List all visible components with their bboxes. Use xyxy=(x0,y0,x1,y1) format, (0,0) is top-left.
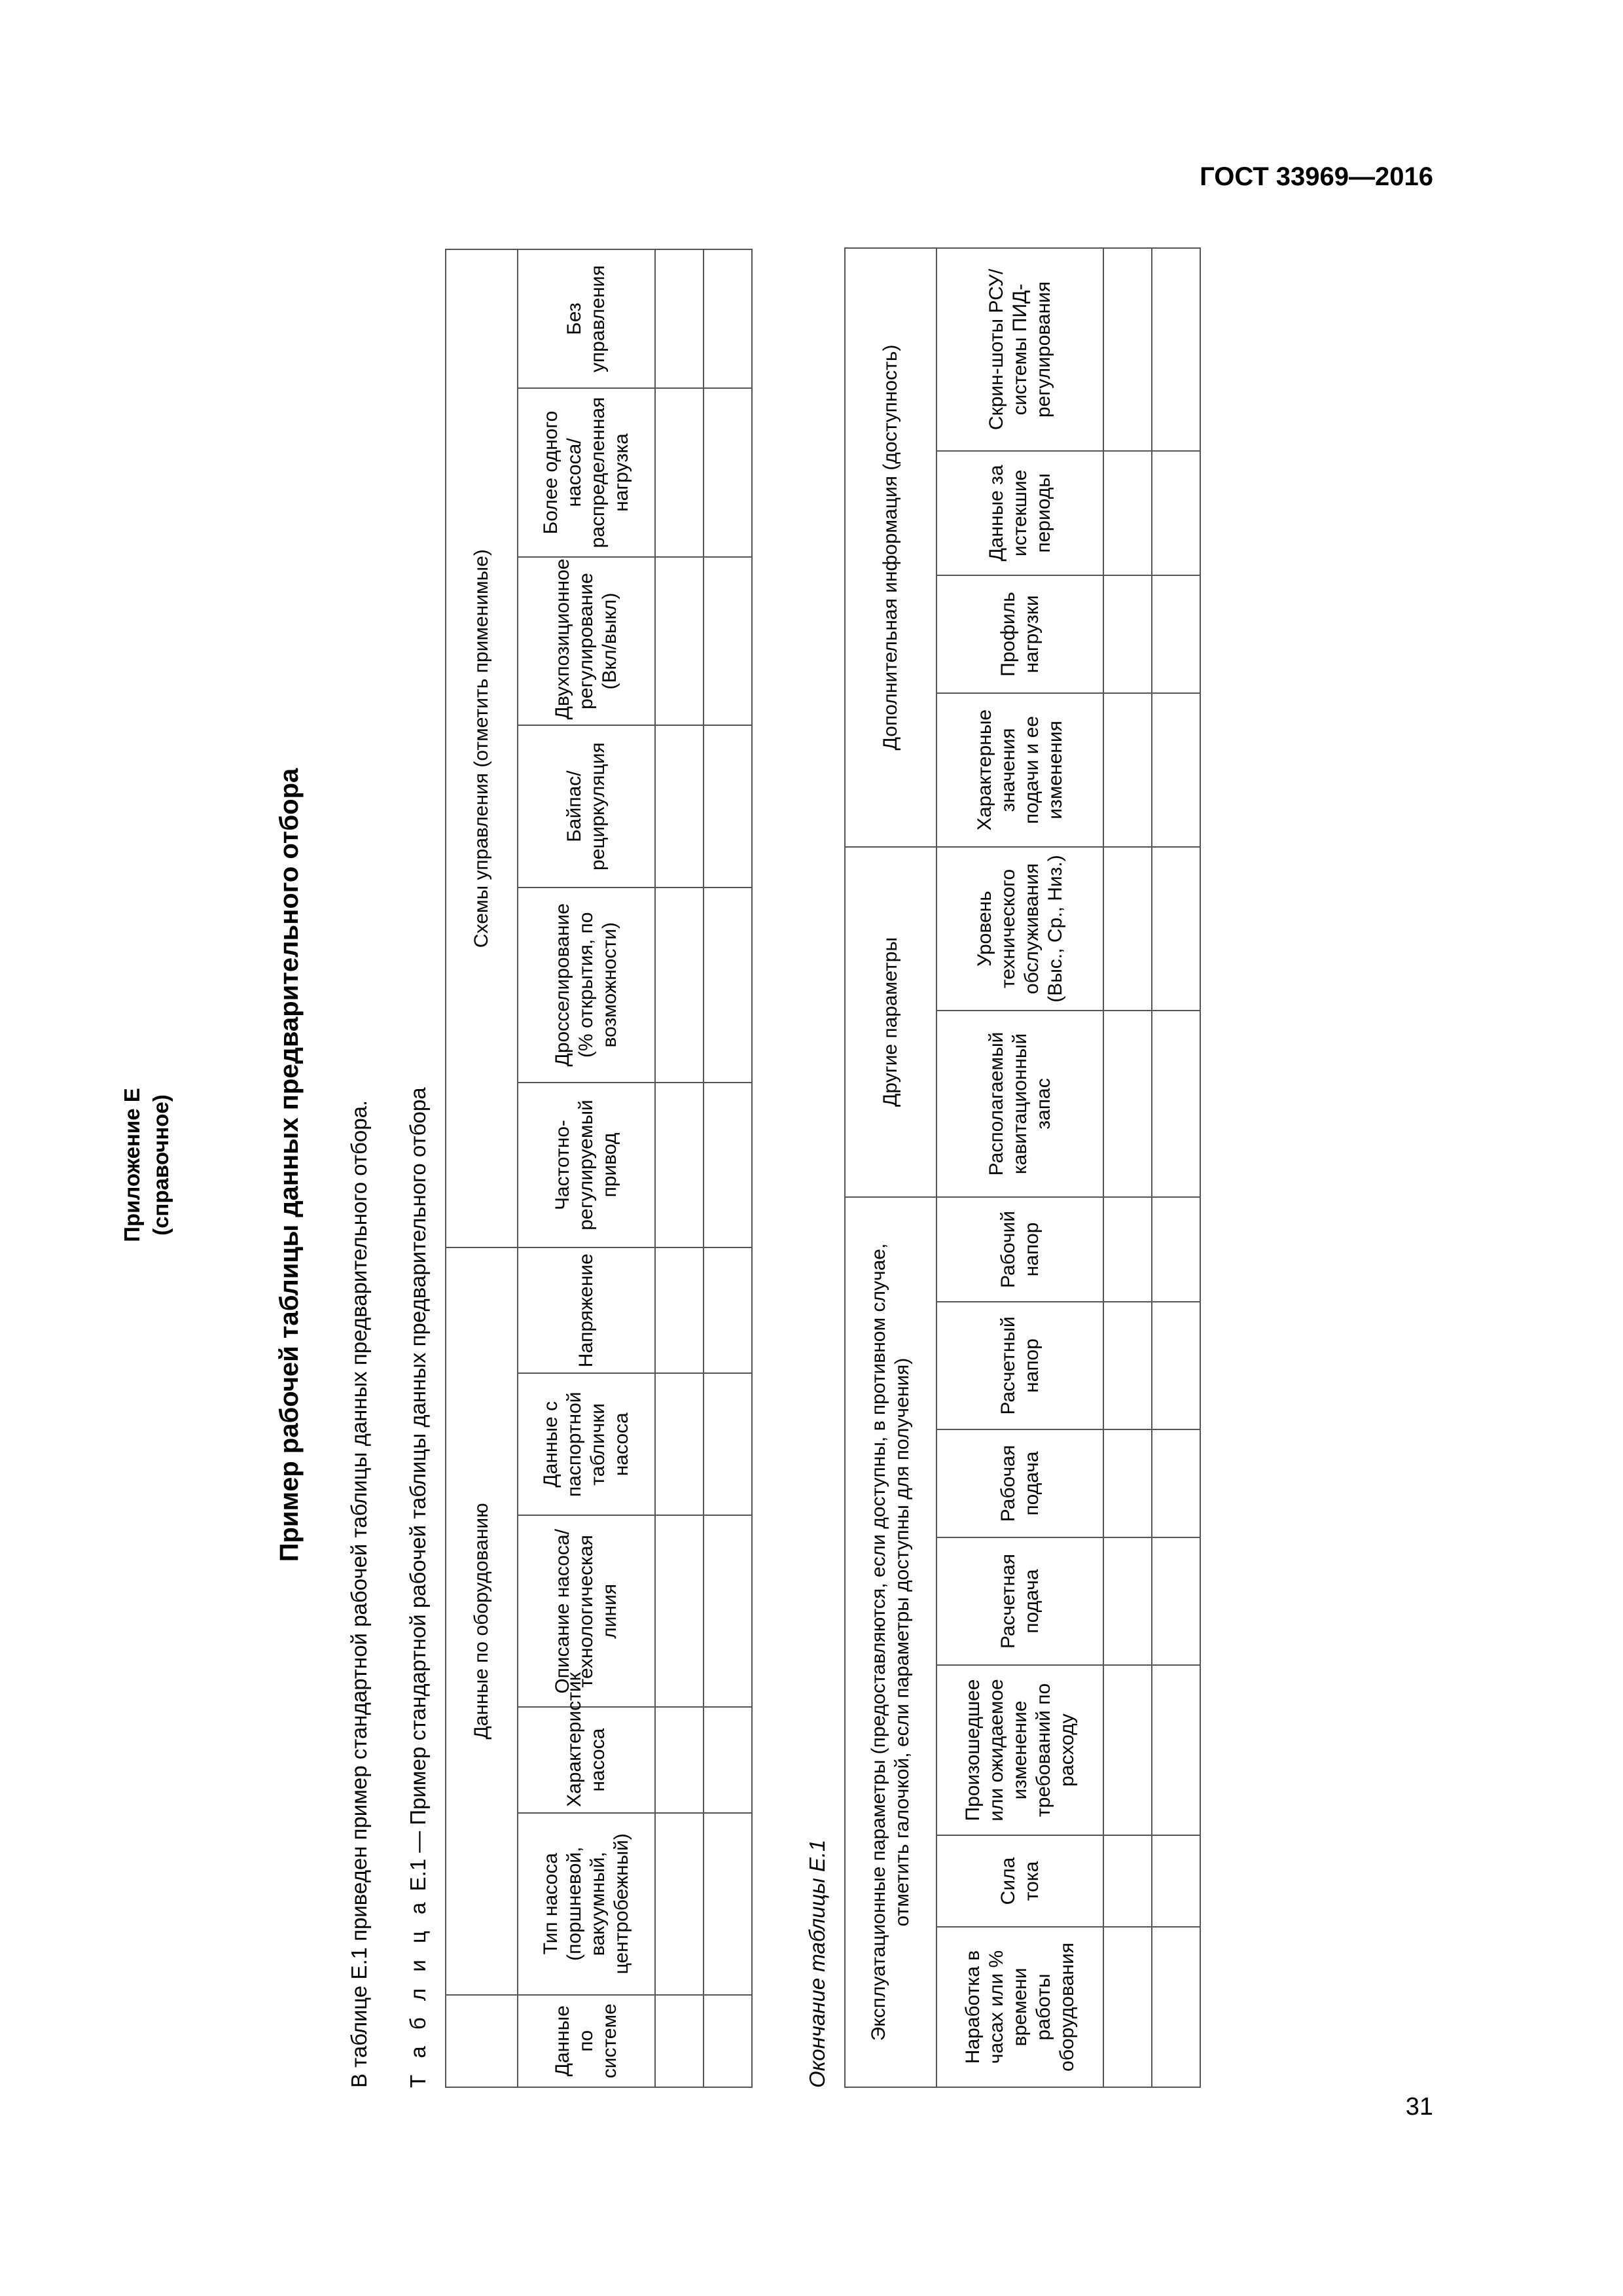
table1-col-throttling: Дросселирование (% открытия, по возможности) xyxy=(518,888,655,1083)
table-cell xyxy=(655,1813,704,1995)
table-cell xyxy=(1152,1011,1200,1197)
table-cell xyxy=(1152,451,1200,575)
table-cell xyxy=(704,557,752,726)
table2-col-design-flow: Расчетная подача xyxy=(936,1537,1103,1665)
table-cell xyxy=(1152,1302,1200,1429)
table-cell xyxy=(655,1707,704,1813)
table2-col-current: Сила тока xyxy=(936,1835,1103,1927)
table1-caption xyxy=(406,1087,431,2088)
table-cell xyxy=(1152,1665,1200,1835)
table-cell xyxy=(704,1373,752,1515)
table2-group-additional: Дополнительная информация (доступность) xyxy=(845,248,936,847)
table-cell xyxy=(1103,248,1152,451)
table-cell xyxy=(704,1247,752,1373)
table-cell xyxy=(1152,575,1200,693)
table2-col-flow-change: Произошедшее или ожидаемое изменение требований по расходу xyxy=(936,1665,1103,1835)
table2-col-npsh: Располагаемый кавитационный запас xyxy=(936,1011,1103,1197)
table-cell xyxy=(655,388,704,557)
table-cell xyxy=(1103,847,1152,1011)
table2-col-dcs-screenshots: Скрин-шоты РСУ/системы ПИД-регулирования xyxy=(936,248,1103,451)
table2-group-other: Другие параметры xyxy=(845,847,936,1197)
table2-col-runtime: Наработка в часах или % времени работы оборудования xyxy=(936,1927,1103,2087)
table1-group-empty xyxy=(446,1995,518,2087)
rotated-content xyxy=(118,242,1191,2088)
table-cell xyxy=(655,1373,704,1515)
table1-col-bypass: Байпас/ рециркуляция xyxy=(518,725,655,887)
table1-col-system: Данные по системе xyxy=(518,1995,655,2087)
table2-col-historical-data: Данные за истекшие периоды xyxy=(936,451,1103,575)
table-cell xyxy=(655,1515,704,1707)
table2-col-design-head: Расчетный напор xyxy=(936,1302,1103,1429)
table-cell xyxy=(1103,1429,1152,1537)
table1-caption-prefix: Т а б л и ц а xyxy=(406,1897,430,2088)
table2-group-operational: Эксплуатационные параметры (предоставляются, если доступны, в противном случае, отметить галочкой, если параметры доступны для получения) xyxy=(845,1197,936,2087)
table2-col-maintenance-level: Уровень технического обслуживания (Выс., Ср., Низ.) xyxy=(936,847,1103,1011)
table1-group-equipment: Данные по оборудованию xyxy=(446,1247,518,1994)
table-cell xyxy=(704,725,752,887)
table-cell xyxy=(1103,1537,1152,1665)
table1 xyxy=(445,249,753,2088)
page-number: 31 xyxy=(1405,2093,1433,2121)
table-cell xyxy=(1152,248,1200,451)
table-cell xyxy=(655,1083,704,1248)
table-row xyxy=(704,249,752,2087)
table1-col-nameplate: Данные с паспортной таблички насоса xyxy=(518,1373,655,1515)
table2-group-row xyxy=(845,248,936,2087)
table-cell xyxy=(1152,1429,1200,1537)
table1-col-no-control: Без управления xyxy=(518,249,655,388)
table-row xyxy=(1103,248,1152,2087)
table-cell xyxy=(655,1247,704,1373)
table-cell xyxy=(1152,693,1200,847)
appendix-title: Приложение Е xyxy=(120,1088,144,1242)
appendix-subtitle: (справочное) xyxy=(149,1094,173,1236)
table1-col-voltage: Напряжение xyxy=(518,1247,655,1373)
document-title: Пример рабочей таблицы данных предварительного отбора xyxy=(275,768,304,1562)
table2-col-flow-values: Характерные значения подачи и ее изменения xyxy=(936,693,1103,847)
table-cell xyxy=(1152,1197,1200,1302)
table-cell xyxy=(704,1515,752,1707)
table-cell xyxy=(704,1083,752,1248)
table2-col-load-profile: Профиль нагрузки xyxy=(936,575,1103,693)
table-cell xyxy=(655,1995,704,2087)
table-cell xyxy=(1152,1835,1200,1927)
table1-caption-rest: Е.1 — Пример стандартной рабочей таблицы данных предварительного отбора xyxy=(406,1087,430,1897)
table-row xyxy=(1152,248,1200,2087)
table1-group-row xyxy=(446,249,518,2087)
table-cell xyxy=(704,388,752,557)
table1-header-row xyxy=(518,249,655,2087)
table2-header-row xyxy=(936,248,1103,2087)
table1-col-pump-characteristics: Характеристик насоса xyxy=(518,1707,655,1813)
table-cell xyxy=(704,888,752,1083)
table-cell xyxy=(655,249,704,388)
table1-continuation-caption: Окончание таблицы Е.1 xyxy=(805,1839,829,2088)
table1-col-vfd: Частотно-регулируемый привод xyxy=(518,1083,655,1248)
table-cell xyxy=(1103,1665,1152,1835)
table-cell xyxy=(655,557,704,726)
table-cell xyxy=(704,1707,752,1813)
table-cell xyxy=(1152,847,1200,1011)
table-cell xyxy=(704,1995,752,2087)
table-row xyxy=(655,249,704,2087)
table-cell xyxy=(704,249,752,388)
table1-group-control: Схемы управления (отметить применимые) xyxy=(446,249,518,1247)
table2-col-operating-flow: Рабочая подача xyxy=(936,1429,1103,1537)
table1-col-on-off: Двухпозиционное регулирование (Вкл/выкл) xyxy=(518,557,655,726)
table-cell xyxy=(1103,1927,1152,2087)
table1-col-pump-description: Описание насоса/ технологическая линия xyxy=(518,1515,655,1707)
table1-col-pump-type: Тип насоса (поршневой, вакуумный, центробежный) xyxy=(518,1813,655,1995)
table-cell xyxy=(655,888,704,1083)
standard-code: ГОСТ 33969—2016 xyxy=(1200,162,1433,191)
table1-col-multi-pump: Более одного насоса/ распределенная нагрузка xyxy=(518,388,655,557)
table-cell xyxy=(1103,1011,1152,1197)
table-cell xyxy=(1152,1927,1200,2087)
intro-paragraph: В таблице Е.1 приведен пример стандартной рабочей таблицы данных предварительного отбора. xyxy=(347,1100,371,2088)
table-cell xyxy=(655,725,704,887)
table-cell xyxy=(1103,693,1152,847)
table2-col-operating-head: Рабочий напор xyxy=(936,1197,1103,1302)
table-cell xyxy=(1103,1197,1152,1302)
table-cell xyxy=(704,1813,752,1995)
table-cell xyxy=(1103,1835,1152,1927)
table-cell xyxy=(1103,1302,1152,1429)
table-cell xyxy=(1103,451,1152,575)
table1-continuation xyxy=(844,247,1201,2088)
table-cell xyxy=(1103,575,1152,693)
table-cell xyxy=(1152,1537,1200,1665)
